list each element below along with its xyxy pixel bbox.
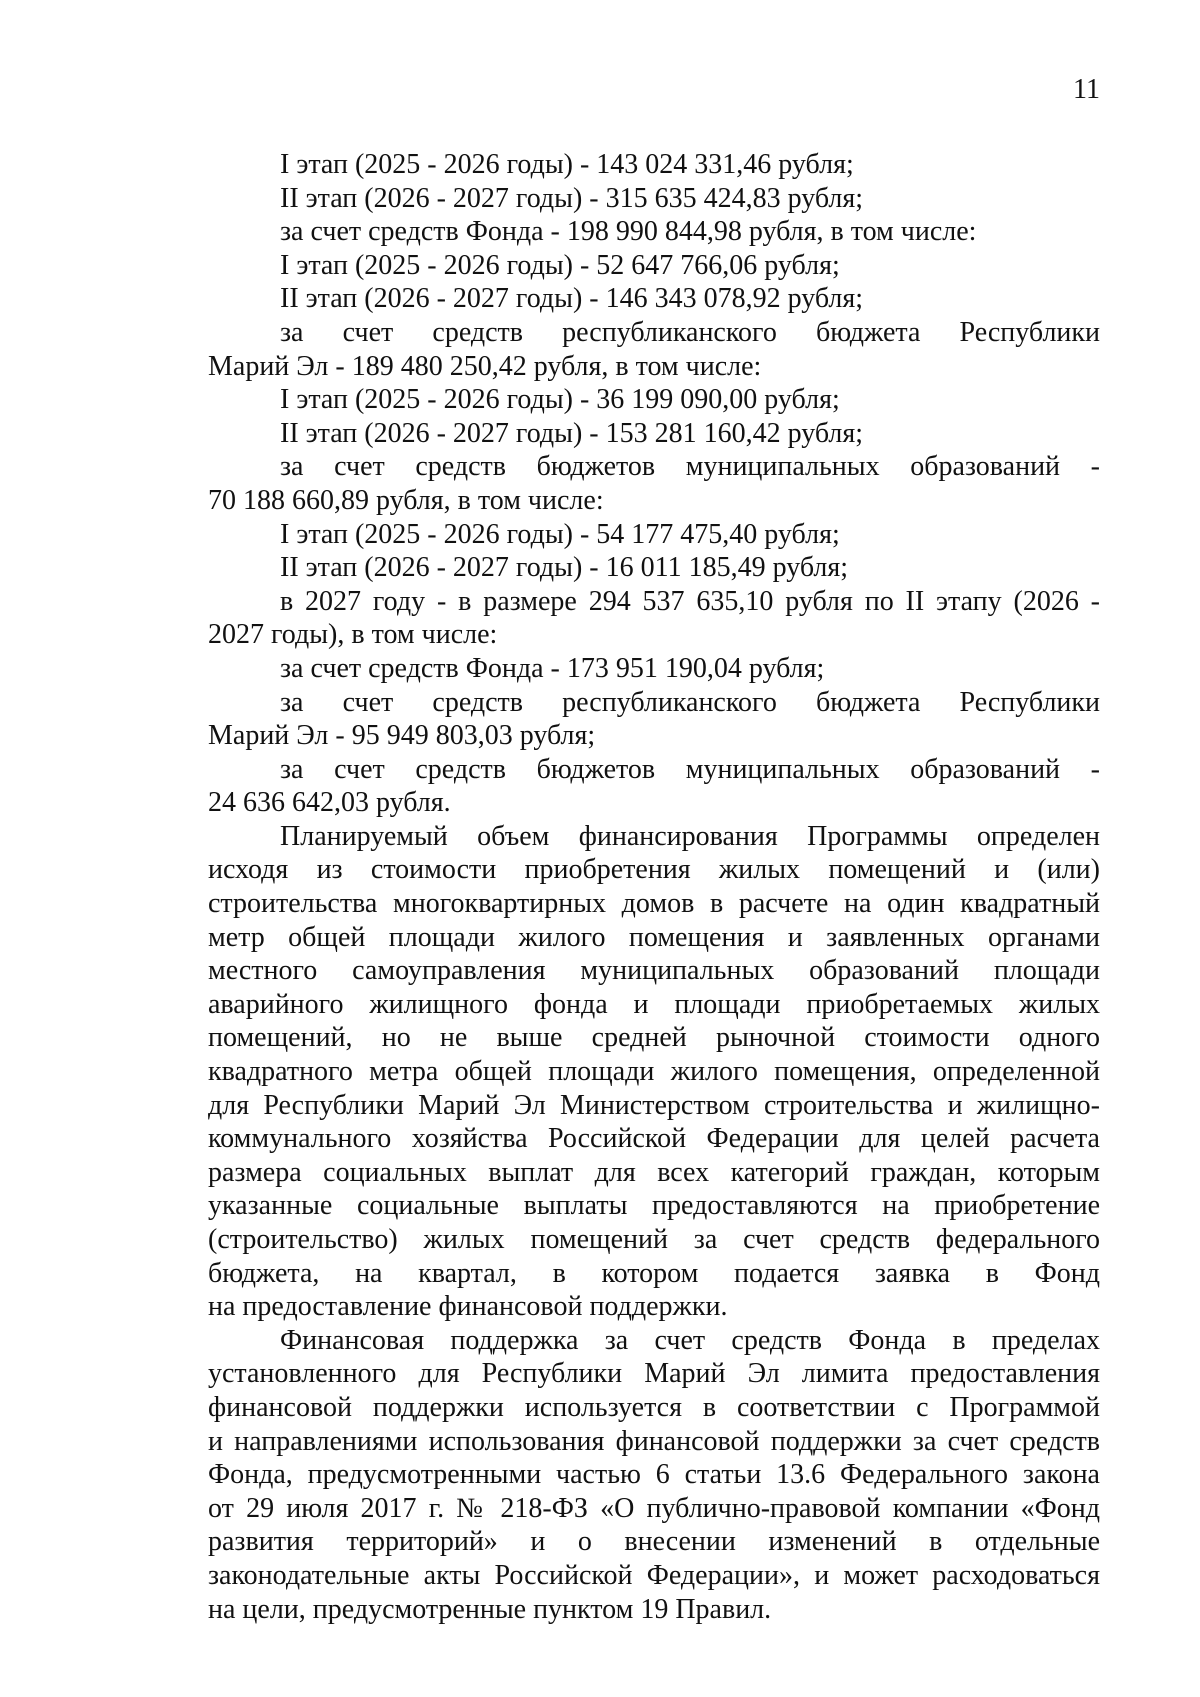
text-line: II этап (2026 - 2027 годы) - 146 343 078,92 рубля; [280,283,864,315]
text-line: I этап (2025 - 2026 годы) - 36 199 090,00 рубля; [280,384,840,416]
text-line: 2027 годы), в том числе: [208,619,498,651]
text-line: за счет средств республиканского бюджета Республики [280,686,1100,718]
text-line: размера социальных выплат для всех категорий граждан, которым [208,1156,1100,1188]
text-line: исходя из стоимости приобретения жилых помещений и (или) [208,854,1100,886]
text-line: за счет средств бюджетов муниципальных образований - [280,451,1100,483]
text-line: Марий Эл - 95 949 803,03 рубля; [208,720,596,752]
text-line: I этап (2025 - 2026 годы) - 52 647 766,06 рубля; [280,249,840,281]
page-number: 11 [1073,74,1100,105]
text-line: Марий Эл - 189 480 250,42 рубля, в том числе: [208,350,762,382]
text-line: помещений, но не выше средней рыночной стоимости одного [208,1022,1100,1054]
text-line: II этап (2026 - 2027 годы) - 315 635 424,83 рубля; [280,182,864,214]
text-line: Фонда, предусмотренными частью 6 статьи 13.6 Федерального закона [208,1459,1100,1491]
text-line: законодательные акты Российской Федерации», и может расходоваться [208,1559,1100,1591]
text-line: I этап (2025 - 2026 годы) - 54 177 475,40 рубля; [280,518,840,550]
text-line: (строительство) жилых помещений за счет средств федерального [208,1224,1100,1255]
text-line: за счет средств Фонда - 198 990 844,98 рубля, в том числе: [280,216,977,248]
text-line: Финансовая поддержка за счет средств Фонда в пределах [280,1324,1100,1356]
text-line: 24 636 642,03 рубля. [208,787,451,819]
text-line: местного самоуправления муниципальных образований площади [208,955,1100,987]
text-line: развития территорий» и о внесении изменений в отдельные [208,1526,1100,1558]
text-line: II этап (2026 - 2027 годы) - 153 281 160,42 рубля; [280,417,864,449]
text-line: в 2027 году - в размере 294 537 635,10 рубля по II этапу (2026 - [280,585,1100,617]
text-line: строительства многоквартирных домов в расчете на один квадратный [208,888,1100,920]
text-line: финансовой поддержки используется в соответствии с Программой [208,1391,1100,1423]
text-line: квадратного метра общей площади жилого помещения, определенной [208,1056,1100,1088]
text-line: и направлениями использования финансовой поддержки за счет средств [208,1425,1100,1457]
text-line: I этап (2025 - 2026 годы) - 143 024 331,46 рубля; [280,149,854,180]
text-line: за счет средств Фонда - 173 951 190,04 рубля; [280,652,825,684]
text-line: коммунального хозяйства Российской Федерации для целей расчета [208,1123,1100,1155]
text-line: II этап (2026 - 2027 годы) - 16 011 185,49 рубля; [280,552,849,584]
text-line: от 29 июля 2017 г. № 218-ФЗ «О публично-правовой компании «Фонд [208,1492,1100,1524]
text-line: за счет средств республиканского бюджета Республики [280,316,1100,348]
text-line: метр общей площади жилого помещения и заявленных органами [208,921,1100,953]
text-line: установленного для Республики Марий Эл лимита предоставления [208,1358,1100,1390]
text-line: на предоставление финансовой поддержки. [208,1291,728,1323]
text-line: на цели, предусмотренные пунктом 19 Правил. [208,1593,772,1625]
text-line: за счет средств бюджетов муниципальных образований - [280,753,1100,785]
text-line: 70 188 660,89 рубля, в том числе: [208,484,604,516]
text-line: для Республики Марий Эл Министерством строительства и жилищно- [208,1089,1100,1121]
text-line: Планируемый объем финансирования Программы определен [280,820,1100,852]
text-line: аварийного жилищного фонда и площади приобретаемых жилых [208,988,1100,1020]
document-body [208,148,1100,1626]
text-line: бюджета, на квартал, в котором подается заявка в Фонд [208,1257,1100,1289]
text-line: указанные социальные выплаты предоставляются на приобретение [208,1190,1100,1222]
